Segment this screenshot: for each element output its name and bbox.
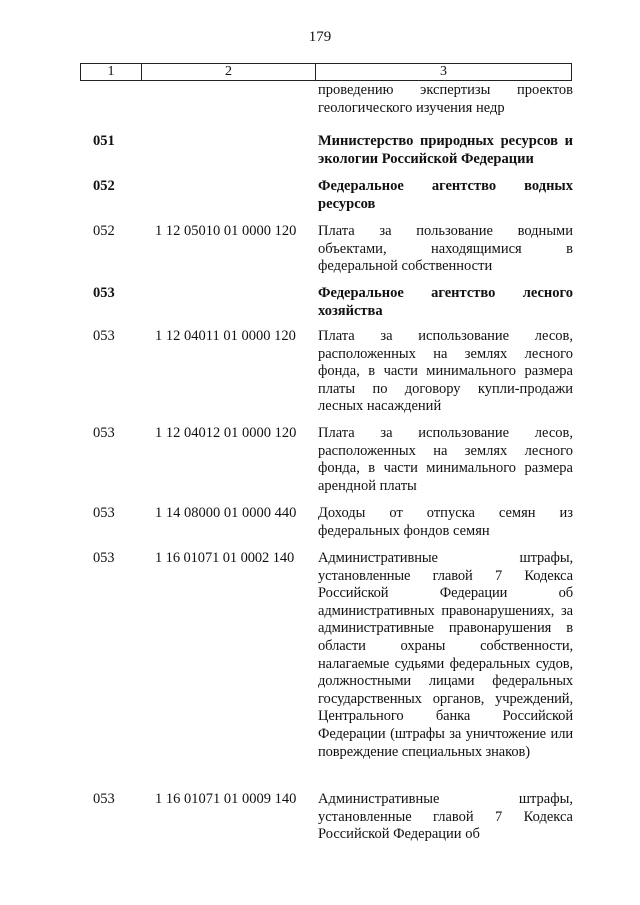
kbk-code-cell: 1 12 04011 01 0000 120 (155, 328, 296, 344)
description-cell: Федеральное агентство лесного хозяйства (318, 285, 573, 319)
ministry-code-cell: 053 (93, 328, 115, 344)
kbk-code-cell: 1 16 01071 01 0009 140 (155, 791, 297, 807)
kbk-code-cell: 1 12 05010 01 0000 120 (155, 223, 297, 239)
description-cell: Доходы от отпуска семян из федеральных фондов семян (318, 505, 573, 539)
ministry-code-cell: 053 (93, 285, 115, 301)
ministry-code-cell (93, 82, 155, 133)
description-cell: проведению экспертизы проектов геологического изучения недр (318, 82, 573, 116)
ministry-code-cell: 053 (93, 791, 115, 807)
table-row (93, 425, 573, 505)
kbk-code-cell: 1 16 01071 01 0002 140 (155, 550, 295, 566)
column-header-2: 2 (142, 64, 316, 80)
table-header-row (80, 63, 572, 81)
kbk-code-cell (155, 82, 318, 133)
kbk-code-cell (155, 133, 318, 178)
kbk-code-cell: 1 12 04012 01 0000 120 (155, 425, 297, 441)
ministry-code-cell: 052 (93, 223, 115, 239)
table-row (93, 505, 573, 550)
kbk-code-cell (155, 285, 318, 328)
table-row (93, 285, 573, 328)
description-cell: Федеральное агентство водных ресурсов (318, 178, 573, 212)
table-row (93, 178, 573, 223)
table-body (93, 82, 573, 847)
ministry-code-cell: 051 (93, 133, 115, 149)
ministry-code-cell: 052 (93, 178, 115, 194)
table-row (93, 133, 573, 178)
kbk-code-cell: 1 14 08000 01 0000 440 (155, 505, 297, 521)
description-cell: Министерство природных ресурсов и экологии Российской Федерации (318, 133, 573, 167)
table-row (93, 550, 573, 791)
kbk-code-cell (155, 178, 318, 223)
table-row (93, 82, 573, 133)
table-row (93, 223, 573, 285)
ministry-code-cell: 053 (93, 425, 115, 441)
description-cell: Плата за использование лесов, расположенных на землях лесного фонда, в части минимального размера платы по договору купли-продажи лесных насаждений (318, 328, 573, 415)
column-header-1: 1 (81, 64, 142, 80)
table-row (93, 328, 573, 425)
description-cell: Административные штрафы, установленные главой 7 Кодекса Российской Федерации об (318, 791, 573, 843)
column-header-3: 3 (440, 64, 447, 79)
ministry-code-cell: 053 (93, 550, 115, 566)
page-number: 179 (308, 29, 332, 45)
description-cell: Плата за пользование водными объектами, находящимися в федеральной собственности (318, 223, 573, 275)
description-cell: Административные штрафы, установленные главой 7 Кодекса Российской Федерации об административных правонарушениях, за административные правонарушения в области охраны собственности, налагаемые судьями федеральных судов, должностными лицами федеральных государственных органов, учреждений, Центрального банка Российской Федерации (штрафы за уничтожение или повреждение специальных знаков) (318, 550, 573, 760)
description-cell: Плата за использование лесов, расположенных на землях лесного фонда, в части минимального размера арендной платы (318, 425, 573, 494)
ministry-code-cell: 053 (93, 505, 115, 521)
table-row (93, 791, 573, 847)
